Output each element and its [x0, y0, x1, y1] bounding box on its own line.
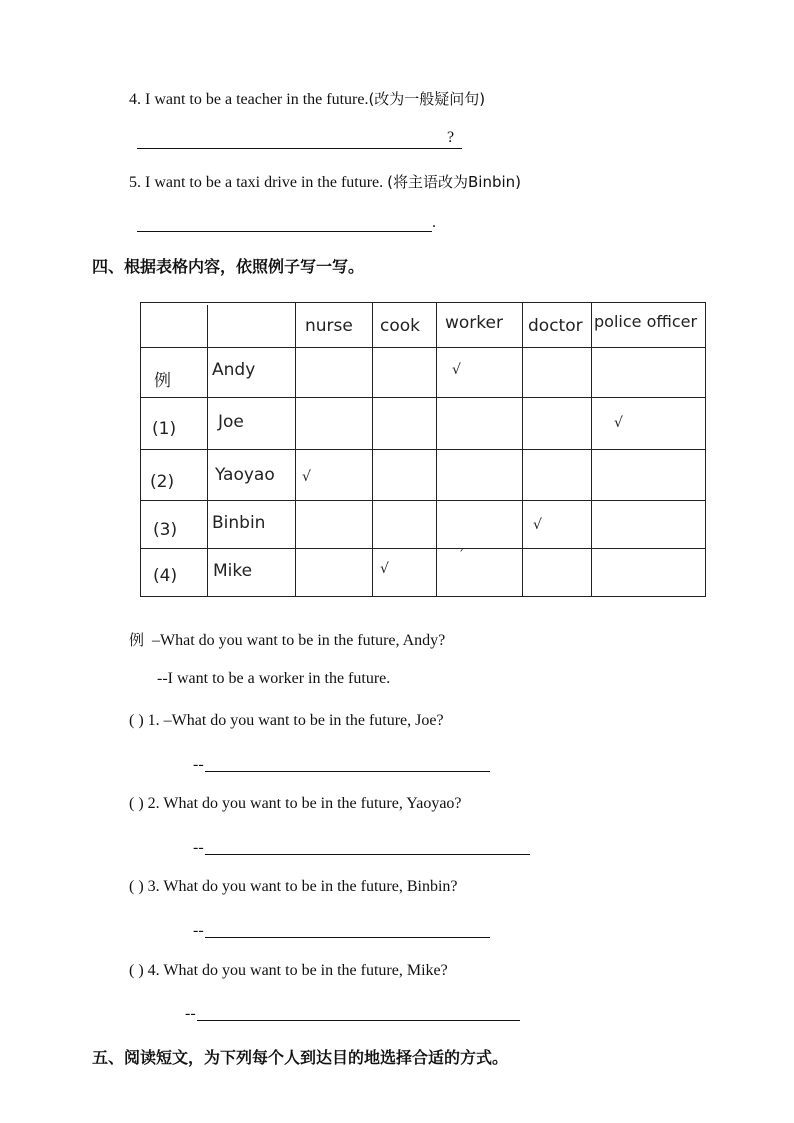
row-label: 例	[154, 371, 171, 391]
table-rule	[436, 302, 437, 597]
table-rule	[372, 302, 373, 597]
row-name: Binbin	[212, 513, 266, 533]
answer-line-5[interactable]	[137, 231, 432, 232]
table-rule	[295, 302, 296, 597]
header-worker: worker	[445, 313, 503, 333]
header-cook: cook	[380, 316, 420, 336]
section-5-heading: 五、阅读短文，为下列每个人到达目的地选择合适的方式。	[92, 1048, 509, 1067]
example-label: 例	[129, 631, 145, 649]
answer-prefix: --	[193, 756, 204, 773]
row-label: (2)	[150, 472, 175, 492]
answer-bracket[interactable]: ( )	[129, 795, 144, 812]
question-5-instruction: (将主语改为Binbin)	[387, 173, 522, 191]
stray-mark: ´	[458, 548, 464, 562]
answer-line-4[interactable]	[137, 148, 462, 149]
question-2-text: 2. What do you want to be in the future, Yaoyao?	[147, 795, 462, 812]
question-2	[129, 795, 462, 813]
question-4-text: 4. I want to be a teacher in the future.	[129, 91, 369, 108]
table-rule	[207, 305, 208, 597]
table-rule	[140, 347, 706, 348]
answer-line[interactable]	[197, 1020, 520, 1021]
question-1	[129, 712, 444, 730]
row-name: Joe	[218, 412, 244, 432]
question-1-text: 1. –What do you want to be in the future, Joe?	[147, 712, 444, 729]
row-label: (1)	[152, 419, 177, 439]
row-label: (4)	[153, 566, 178, 586]
answer-bracket[interactable]: ( )	[129, 712, 144, 729]
check-mark: √	[302, 469, 311, 485]
answer-4-end-mark: ?	[447, 129, 455, 146]
table-rule	[140, 449, 706, 450]
answer-line[interactable]	[205, 771, 490, 772]
answer-bracket[interactable]: ( )	[129, 962, 144, 979]
table-rule	[140, 302, 706, 303]
row-label: (3)	[153, 520, 178, 540]
check-mark: √	[533, 517, 542, 533]
question-4	[129, 88, 485, 109]
table-rule	[140, 548, 706, 549]
answer-bracket[interactable]: ( )	[129, 878, 144, 895]
header-nurse: nurse	[305, 316, 353, 336]
table-rule	[522, 302, 523, 597]
question-4-table-text: 4. What do you want to be in the future, Mike?	[147, 962, 448, 979]
table-rule	[140, 500, 706, 501]
section-4-heading: 四、根据表格内容，依照例子写一写。	[92, 257, 365, 276]
question-5	[129, 171, 521, 192]
example-question-text: –What do you want to be in the future, Andy?	[152, 632, 446, 649]
check-mark: √	[452, 362, 461, 378]
check-mark: √	[614, 415, 623, 431]
header-police-officer: police officer	[594, 312, 698, 331]
table-rule	[140, 302, 141, 597]
table-rule	[140, 397, 706, 398]
answer-prefix: --	[185, 1005, 196, 1022]
table-rule	[705, 302, 706, 597]
question-3-text: 3. What do you want to be in the future, Binbin?	[147, 878, 458, 895]
example-answer: --I want to be a worker in the future.	[157, 670, 391, 687]
header-doctor: doctor	[528, 316, 583, 336]
example-question	[129, 629, 445, 650]
table-rule	[591, 302, 592, 597]
question-3	[129, 878, 458, 896]
answer-prefix: --	[193, 922, 204, 939]
answer-line[interactable]	[205, 854, 530, 855]
question-4-table	[129, 962, 448, 980]
question-4-instruction: (改为一般疑问句)	[368, 90, 486, 108]
answer-line[interactable]	[205, 937, 490, 938]
question-5-text: 5. I want to be a taxi drive in the future.	[129, 174, 388, 191]
check-mark: √	[380, 561, 389, 577]
row-name: Mike	[213, 561, 253, 581]
answer-prefix: --	[193, 839, 204, 856]
row-name: Yaoyao	[215, 465, 275, 485]
answer-5-end-mark: .	[432, 214, 436, 231]
table-rule	[140, 596, 706, 597]
row-name: Andy	[212, 360, 256, 380]
